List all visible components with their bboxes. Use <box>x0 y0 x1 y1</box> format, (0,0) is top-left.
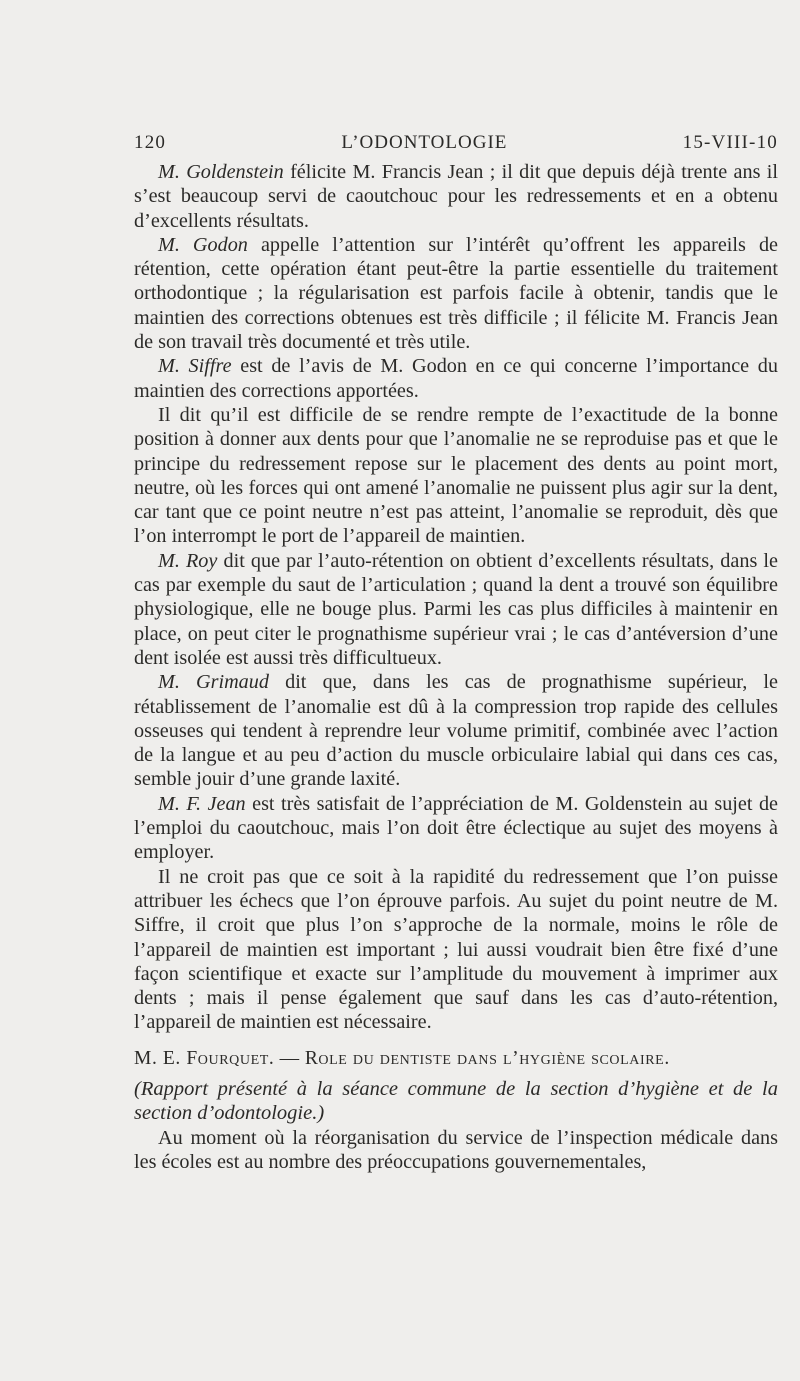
paragraph <box>134 792 778 865</box>
paragraph <box>134 670 778 791</box>
section-title: Role du dentiste dans l’hygiène scolaire. <box>304 1047 670 1069</box>
speaker-name: M. F. Jean <box>158 792 246 815</box>
page-number: 120 <box>134 132 167 153</box>
running-header <box>134 132 778 154</box>
paragraph-text: dit que, dans les cas de prognathisme supérieur, le rétablissement de l’anomalie est dû à la compression trop rapide des cellules osseuses qui tendent à reprendre leur volume primitif, combinée avec l’action de la langue et au peu d’action du muscle orbiculaire labial qui dans ces cas, semble jouir d’une grande laxité. <box>134 671 778 791</box>
speaker-name: M. Grimaud <box>158 671 269 694</box>
issue-date: 15-VIII-10 <box>682 132 778 153</box>
section-dash: — <box>274 1047 305 1069</box>
paragraph <box>134 865 778 1035</box>
journal-title: L’ODONTOLOGIE <box>341 132 508 153</box>
paragraph-text: félicite M. Francis Jean ; il dit que depuis déjà trente ans il s’est beaucoup servi de caoutchouc pour les redressements et en a obtenu d’excellents résultats. <box>134 161 779 232</box>
paragraph <box>134 233 778 354</box>
paragraph-text: est très satisfait de l’appréciation de M. Goldenstein au sujet de l’emploi du caoutchouc, mais l’on doit être éclectique au sujet des moyens à employer. <box>134 792 778 864</box>
paragraph-text: est de l’avis de M. Godon en ce qui concerne l’importance du maintien des corrections apportées. <box>134 355 778 402</box>
paragraph: Au moment où la réorganisation du service de l’inspection médicale dans les écoles est au nombre des préoccupations gouvernementales, <box>134 1126 778 1173</box>
section-heading <box>134 1047 778 1071</box>
paragraph <box>134 160 778 233</box>
paragraph-text: appelle l’attention sur l’intérêt qu’offrent les appareils de rétention, cette opération étant peut-être la partie essentielle du traitement orthodontique ; la régularisation est parfois facile à obtenir, tandis que le maintien des corrections obtenues est très difficile ; il félicite M. Francis Jean de son travail très documenté et très utile. <box>134 233 778 354</box>
speaker-name: M. Goldenstein <box>158 161 284 183</box>
speaker-name: M. Roy <box>158 549 218 572</box>
paragraph-text: Il dit qu’il est difficile de se rendre rempte de l’exactitude de la bonne position à donner aux dents pour que l’anomalie ne se reproduise pas et que le principe du redressement repose sur le placement des dents au point mort, neutre, où les forces qui ont amené l’anomalie ne puissent plus agir sur la dent, car tant que ce point neutre n’est pas atteint, l’anomalie se reproduit, dès que l’on interrompt le port de l’appareil de maintien. <box>134 403 778 548</box>
section-subtitle: (Rapport présenté à la séance commune de la section d’hygiène et de la section d’odontologie.) <box>134 1077 778 1125</box>
paragraph <box>134 354 778 403</box>
paragraph <box>134 403 778 549</box>
paragraph-text: Il ne croit pas que ce soit à la rapidité du redressement que l’on puisse attribuer les échecs que l’on éprouve parfois. Au sujet du point neutre de M. Siffre, il croit que plus l’on s’approche de la normale, moins le rôle de l’appareil de maintien est important ; lui aussi voudrait bien être fixé d’une façon scientifique et exacte sur l’amplitude du mouvement à imprimer aux dents ; mais il pense également que sauf dans les cas d’auto-rétention, l’appareil de maintien est nécessaire. <box>134 865 778 1034</box>
paragraph <box>134 549 778 670</box>
section-author: M. E. Fourquet. <box>134 1047 275 1069</box>
article-body <box>134 160 778 1174</box>
speaker-name: M. Siffre <box>158 355 232 378</box>
speaker-name: M. Godon <box>158 233 248 256</box>
paragraph-text: dit que par l’auto-rétention on obtient d’excellents résultats, dans le cas par exemple du saut de l’articulation ; quand la dent a trouvé son équilibre physiologique, elle ne bouge plus. Parmi les cas plus difficiles à maintenir en place, on peut citer le prognathisme supérieur vrai ; le cas d’antéversion d’une dent isolée est aussi très difficultueux. <box>134 549 778 669</box>
